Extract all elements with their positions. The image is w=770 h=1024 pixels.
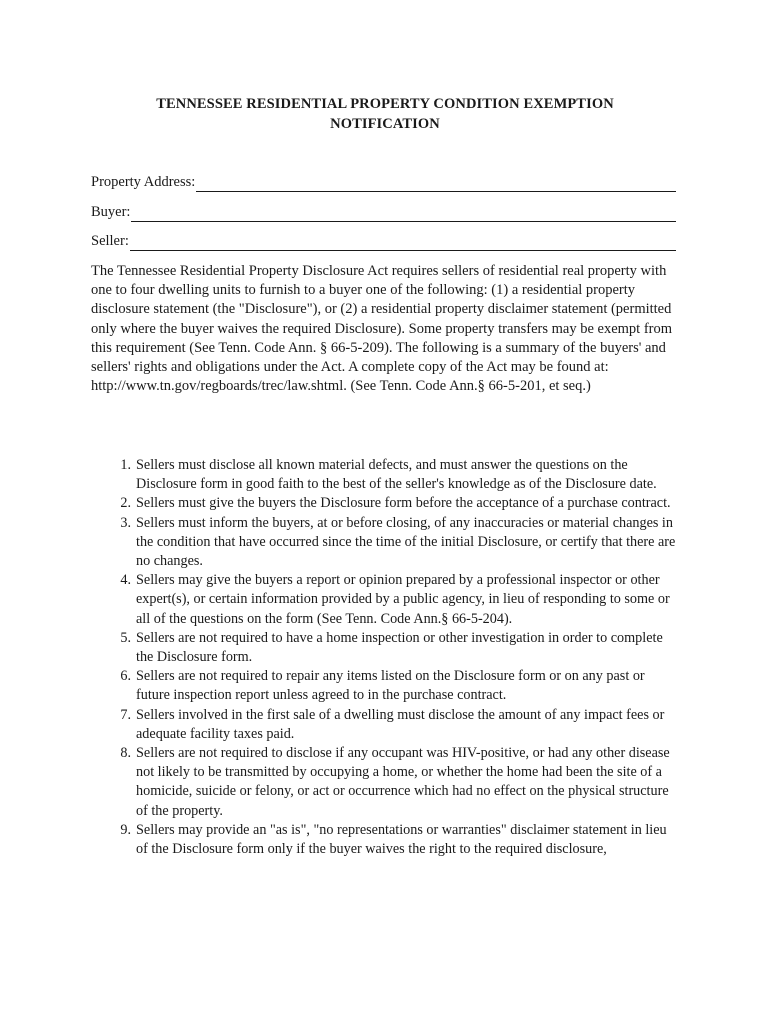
buyer-field[interactable]: [91, 202, 676, 222]
list-item: [91, 629, 681, 667]
list-item: [91, 706, 681, 744]
property-address-label: Property Address:: [91, 174, 196, 190]
list-item: [91, 514, 681, 572]
list-item: [91, 744, 681, 821]
item-text: Sellers are not required to have a home inspection or other investigation in order to complete the Disclosure form.: [136, 629, 663, 666]
list-item: [91, 456, 681, 494]
item-number: 3.: [120, 514, 131, 531]
item-number: 4.: [120, 572, 131, 589]
item-number: 2.: [120, 495, 131, 512]
item-text: Sellers may give the buyers a report or opinion prepared by a professional inspector or other expert(s), or certain information provided by a public agency, in lieu of responding to some or all of the questions on the form (See Tenn. Code Ann.§ 66-5-204).: [136, 572, 670, 627]
item-number: 7.: [120, 706, 131, 723]
list-item: [91, 571, 681, 629]
item-text: Sellers must disclose all known material defects, and must answer the questions on the Disclosure form in good faith to the best of the seller's knowledge as of the Disclosure date.: [136, 457, 657, 493]
list-item: [91, 494, 681, 513]
item-text: Sellers must inform the buyers, at or before closing, of any inaccuracies or material changes in the condition that have occurred since the time of the initial Disclosure, or certify that there are no changes.: [136, 514, 676, 570]
item-text: Sellers involved in the first sale of a dwelling must disclose the amount of any impact fees or adequate facility taxes paid.: [136, 706, 665, 742]
item-text: Sellers may provide an "as is", "no representations or warranties" disclaimer statement in lieu of the Disclosure form only if the buyer waives the right to the required disclosure,: [136, 821, 667, 858]
item-number: 5.: [120, 629, 131, 646]
rights-list: [91, 456, 681, 859]
title-line-2: NOTIFICATION: [330, 116, 440, 132]
item-number: 8.: [120, 745, 131, 762]
list-item: [91, 821, 681, 859]
item-number: 1.: [120, 457, 131, 473]
list-item: [91, 667, 681, 705]
seller-line[interactable]: [130, 236, 676, 251]
document-title: [90, 94, 680, 134]
buyer-label: Buyer:: [91, 204, 131, 220]
property-address-field[interactable]: [91, 172, 676, 192]
item-text: Sellers must give the buyers the Disclosure form before the acceptance of a purchase contract.: [136, 495, 671, 512]
seller-field[interactable]: [91, 231, 676, 251]
item-number: 6.: [120, 668, 131, 685]
buyer-line[interactable]: [131, 207, 676, 222]
item-text: Sellers are not required to repair any items listed on the Disclosure form or on any past or future inspection report unless agreed to in the purchase contract.: [136, 668, 645, 704]
item-text: Sellers are not required to disclose if any occupant was HIV-positive, or had any other disease not likely to be transmitted by occupying a home, or whether the home had been the site of a homicide, suicide or felony, or act or occurrence which had no effect on the physical structure of the property.: [136, 745, 670, 819]
seller-label: Seller:: [91, 233, 129, 249]
property-address-line[interactable]: [196, 177, 676, 192]
item-number: 9.: [120, 821, 131, 838]
title-line-1: TENNESSEE RESIDENTIAL PROPERTY CONDITION EXEMPTION: [156, 96, 614, 112]
intro-paragraph: The Tennessee Residential Property Disclosure Act requires sellers of residential real property with one to four dwelling units to furnish to a buyer one of the following: (1) a residential property disclosure statement (the "Disclosure"), or (2) a residential property disclaimer statement (permitted only where the buyer waives the required Disclosure). Some property transfers may be exempt from this requirement (See Tenn. Code Ann. § 66-5-209). The following is a summary of the buyers' and sellers' rights and obligations under the Act. A complete copy of the Act may be found at: http://www.tn.gov/regboards/trec/law.shtml. (See Tenn. Code Ann.§ 66-5-201, et seq.): [91, 263, 673, 395]
